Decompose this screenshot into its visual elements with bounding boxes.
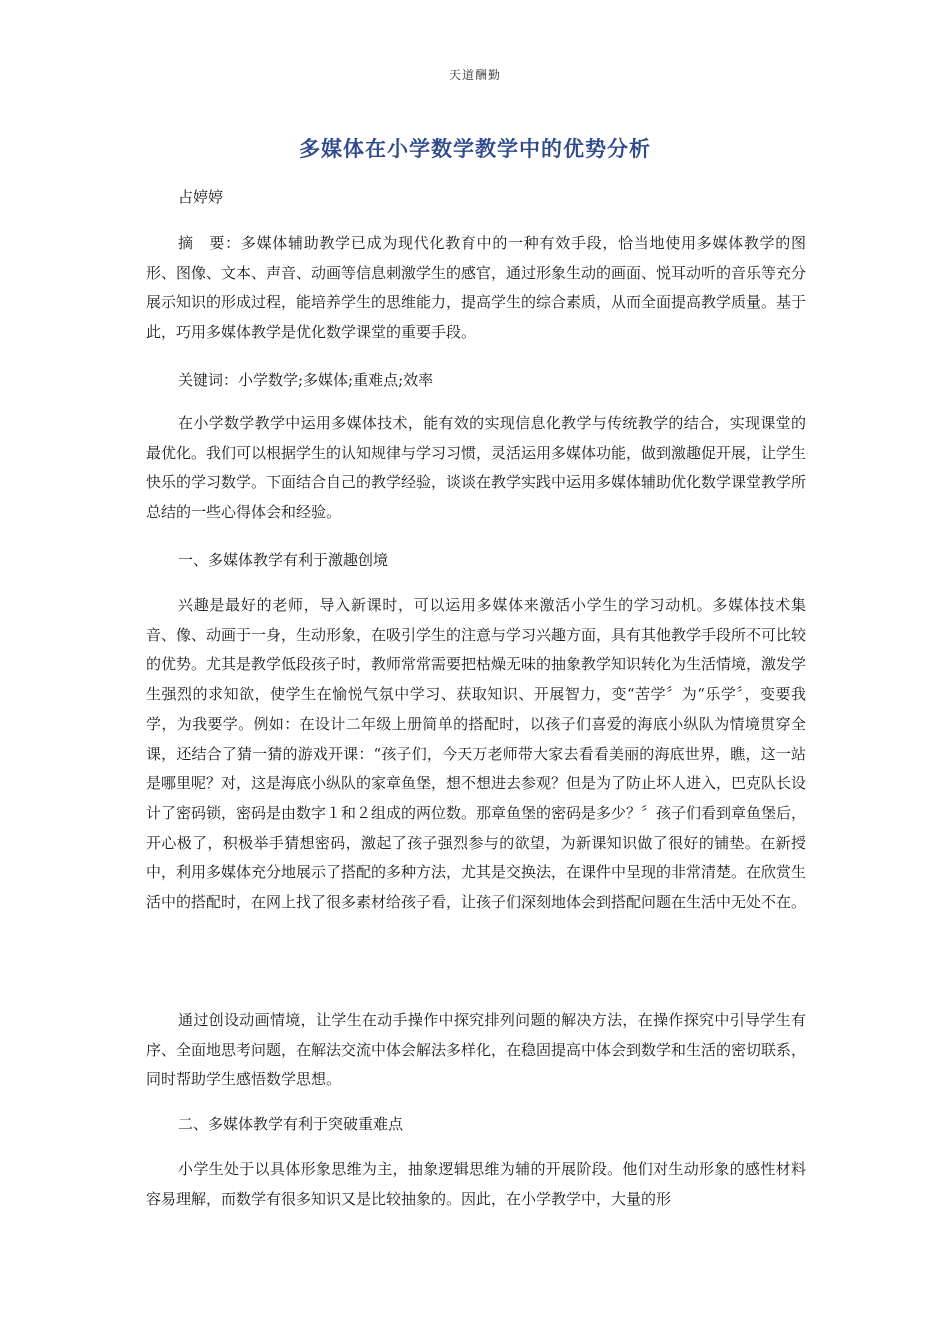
section1-heading: 一、多媒体教学有利于激趣创境 xyxy=(178,551,389,569)
keywords-line: 关键词：小学数学;多媒体;重难点;效率 xyxy=(178,371,434,389)
section2-heading: 二、多媒体教学有利于突破重难点 xyxy=(178,1115,404,1133)
author-line: 占婷婷 xyxy=(178,188,224,206)
section2-paragraph-1: 小学生处于以具体形象思维为主，抽象逻辑思维为辅的开展阶段。他们对生动形象的感性材料容易理解，而数学有很多知识又是比较抽象的。因此，在小学教学中，大量的形 xyxy=(146,1160,806,1208)
intro-paragraph: 在小学数学教学中运用多媒体技术，能有效的实现信息化教学与传统教学的结合，实现课堂的最优化。我们可以根据学生的认知规律与学习习惯，灵活运用多媒体功能，做到激趣促开展，让学生快乐的学习数学。下面结合自己的教学经验，谈谈在教学实践中运用多媒体辅助优化数学课堂教学所总结的一些心得体会和经验。 xyxy=(146,414,807,522)
abstract-paragraph: 摘 要：多媒体辅助教学已成为现代化教育中的一种有效手段，恰当地使用多媒体教学的图形、图像、文本、声音、动画等信息刺激学生的感官，通过形象生动的画面、悦耳动听的音乐等充分展示知识的形成过程，能培养学生的思维能力，提高学生的综合素质，从而全面提高教学质量。基于此，巧用多媒体教学是优化数学课堂的重要手段。 xyxy=(146,234,807,342)
section1-paragraph-1: 兴趣是最好的老师，导入新课时，可以运用多媒体来激活小学生的学习动机。多媒体技术集音、像、动画于一身，生动形象，在吸引学生的注意与学习兴趣方面，具有其他教学手段所不可比较的优势。尤其是教学低段孩子时，教师常常需要把枯燥无味的抽象教学知识转化为生活情境，激发学生强烈的求知欲，使学生在愉悦气氛中学习、获取知识、开展智力，变“苦学〞为“乐学〞，变要我学，为我要学。例如：在设计二年级上册简单的搭配时，以孩子们喜爱的海底小纵队为情境贯穿全课，还结合了猜一猜的游戏开课：“孩子们，今天万老师带大家去看看美丽的海底世界，瞧，这一站是哪里呢？对，这是海底小纵队的家章鱼堡，想不想进去参观？但是为了防止坏人进入，巴克队长设计了密码锁，密码是由数字１和２组成的两位数。那章鱼堡的密码是多少？〞孩子们看到章鱼堡后，开心极了，积极举手猜想密码，激起了孩子强烈参与的欲望，为新课知识做了很好的铺垫。在新授中，利用多媒体充分地展示了搭配的多种方法，尤其是交换法，在课件中呈现的非常清楚。在欣赏生活中的搭配时，在网上找了很多素材给孩子看，让孩子们深刻地体会到搭配问题在生活中无处不在。 xyxy=(146,596,807,912)
article-title: 多媒体在小学数学教学中的优势分析 xyxy=(299,137,651,161)
section1-paragraph-2: 通过创设动画情境，让学生在动手操作中探究排列问题的解决方法，在操作探究中引导学生有序、全面地思考问题，在解法交流中体会解法多样化，在稳固提高中体会到数学和生活的密切联系，同时帮助学生感悟数学思想。 xyxy=(146,1011,807,1089)
page-header: 天道酬勤 xyxy=(448,68,501,82)
